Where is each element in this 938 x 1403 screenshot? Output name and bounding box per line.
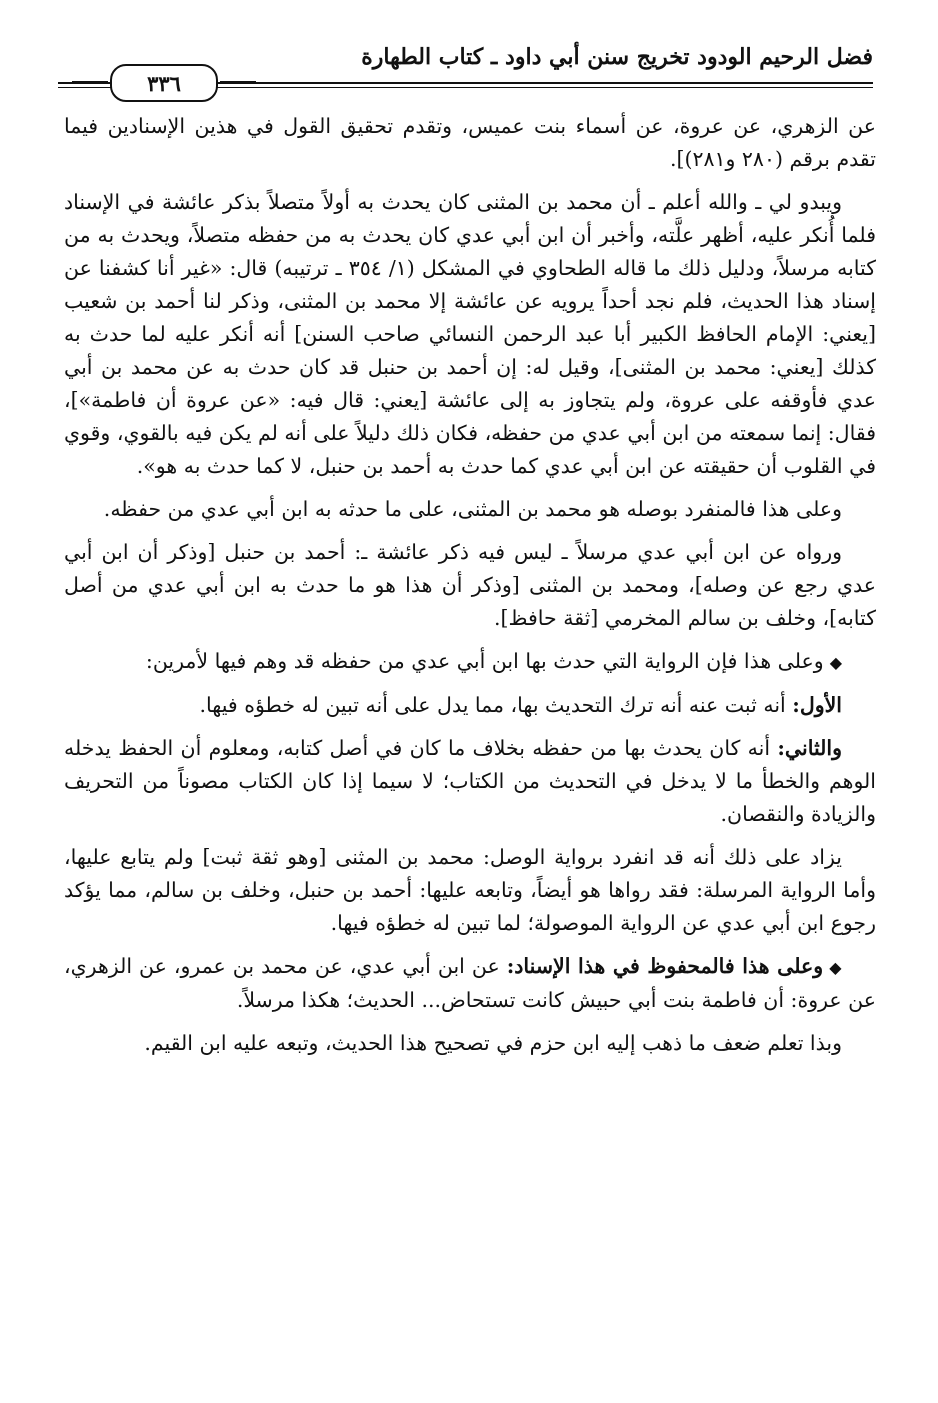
paragraph-3: وعلى هذا فالمنفرد بوصله هو محمد بن المثنى، على ما حدثه به ابن أبي عدي من حفظه. (103, 497, 842, 521)
paragraph-9 (64, 950, 876, 1017)
paragraph-10: وبذا تعلم ضعف ما ذهب إليه ابن حزم في تصحيح هذا الحديث، وتبعه عليه ابن القيم. (144, 1031, 842, 1055)
paragraph-8: يزاد على ذلك أنه قد انفرد برواية الوصل: محمد بن المثنى [وهو ثقة ثبت] ولم يتابع عليها، وأما الرواية المرسلة: فقد رواها هو أيضاً، وتابعه عليها: أحمد بن حنبل، وخلف بن سالم، مما يؤكد رجوع ابن أبي عدي عن الرواية الموصولة؛ لما تبين له خطؤه فيها. (64, 845, 876, 935)
paragraph-7-label: والثاني: (777, 736, 842, 760)
paragraph-2: ويبدو لي ـ والله أعلم ـ أن محمد بن المثنى كان يحدث به أولاً متصلاً بذكر عائشة في الإسناد فلما أُنكر عليه، أظهر علَّته، وأخبر أن ابن أبي عدي كان يحدث به من حفظه متصلاً، ويحدث به من كتابه مرسلاً، ودليل ذلك ما قاله الطحاوي في المشكل (١/ ٣٥٤ ـ ترتيبه) قال: «غير أنا كشفنا عن إسناد هذا الحديث، فلم نجد أحداً يرويه عن عائشة إلا محمد بن المثنى، وذكر لنا أحمد بن شعيب [يعني: الإمام الحافظ الكبير أبا عبد الرحمن النسائي صاحب السنن] أنه أنكر عليه لما حدث به كذلك [يعني: محمد بن المثنى]، وقيل له: إن أحمد بن حنبل قد كان حدث به عن محمد بن أبي عدي فأوقفه على عروة، ولم يتجاوز به إلى عائشة [يعني: قال فيه: «عن عروة أن فاطمة»]، فقال: إنما سمعته من ابن أبي عدي من حفظه، فكان ذلك دليلاً على أنه لم يكن فيه بالقوي، وقوي في القلوب أن حقيقته عن ابن أبي عدي كما حدث به أحمد بن حنبل، لا كما حدث به هو». (64, 190, 876, 478)
page-number (110, 64, 218, 102)
paragraph-7 (64, 732, 876, 831)
page-header (58, 36, 873, 100)
bullet-icon: ◆ (829, 653, 842, 672)
paragraph-7-text: أنه كان يحدث بها من حفظه بخلاف ما كان في أصل كتابه، ومعلوم أن الحفظ يدخله الوهم والخطأ ما لا يدخل في التحديث من الكتاب؛ لا سيما إذا كان الكتاب مصوناً من التحريف والزيادة والنقصان. (64, 736, 876, 826)
page-body (64, 110, 876, 1070)
paragraph-5 (64, 645, 876, 679)
paragraph-4: ورواه عن ابن أبي عدي مرسلاً ـ ليس فيه ذكر عائشة ـ: أحمد بن حنبل [وذكر أن ابن أبي عدي رجع عن وصله]، ومحمد بن المثنى [وذكر أن هذا هو ما حدث به ابن أبي عدي من أصل كتابه]، وخلف بن سالم المخرمي [ثقة حافظ]. (64, 540, 876, 630)
paragraph-6-label: الأول: (792, 693, 842, 717)
paragraph-9-text: عن ابن أبي عدي، عن محمد بن عمرو، عن الزهري، عن عروة: أن فاطمة بنت أبي حبيش كانت تستحاض... الحديث؛ هكذا مرسلاً. (64, 954, 876, 1012)
bullet-icon: ◆ (829, 958, 842, 977)
paragraph-6 (64, 689, 876, 722)
paragraph-6-text: أنه ثبت عنه أنه ترك التحديث بها، مما يدل على أنه تبين له خطؤه فيها. (199, 693, 786, 717)
running-title: فضل الرحيم الودود تخريج سنن أبي داود ـ كتاب الطهارة (361, 44, 873, 70)
paragraph-1: عن الزهري، عن عروة، عن أسماء بنت عميس، وتقدم تحقيق القول في هذين الإسنادين فيما تقدم برقم (٢٨٠ و٢٨١)]. (64, 114, 876, 171)
paragraph-9-label: وعلى هذا فالمحفوظ في هذا الإسناد: (506, 954, 824, 978)
page-number-text: ٣٣٦ (147, 70, 181, 96)
paragraph-5-text: وعلى هذا فإن الرواية التي حدث بها ابن أبي عدي من حفظه قد وهم فيها لأمرين: (145, 649, 824, 673)
